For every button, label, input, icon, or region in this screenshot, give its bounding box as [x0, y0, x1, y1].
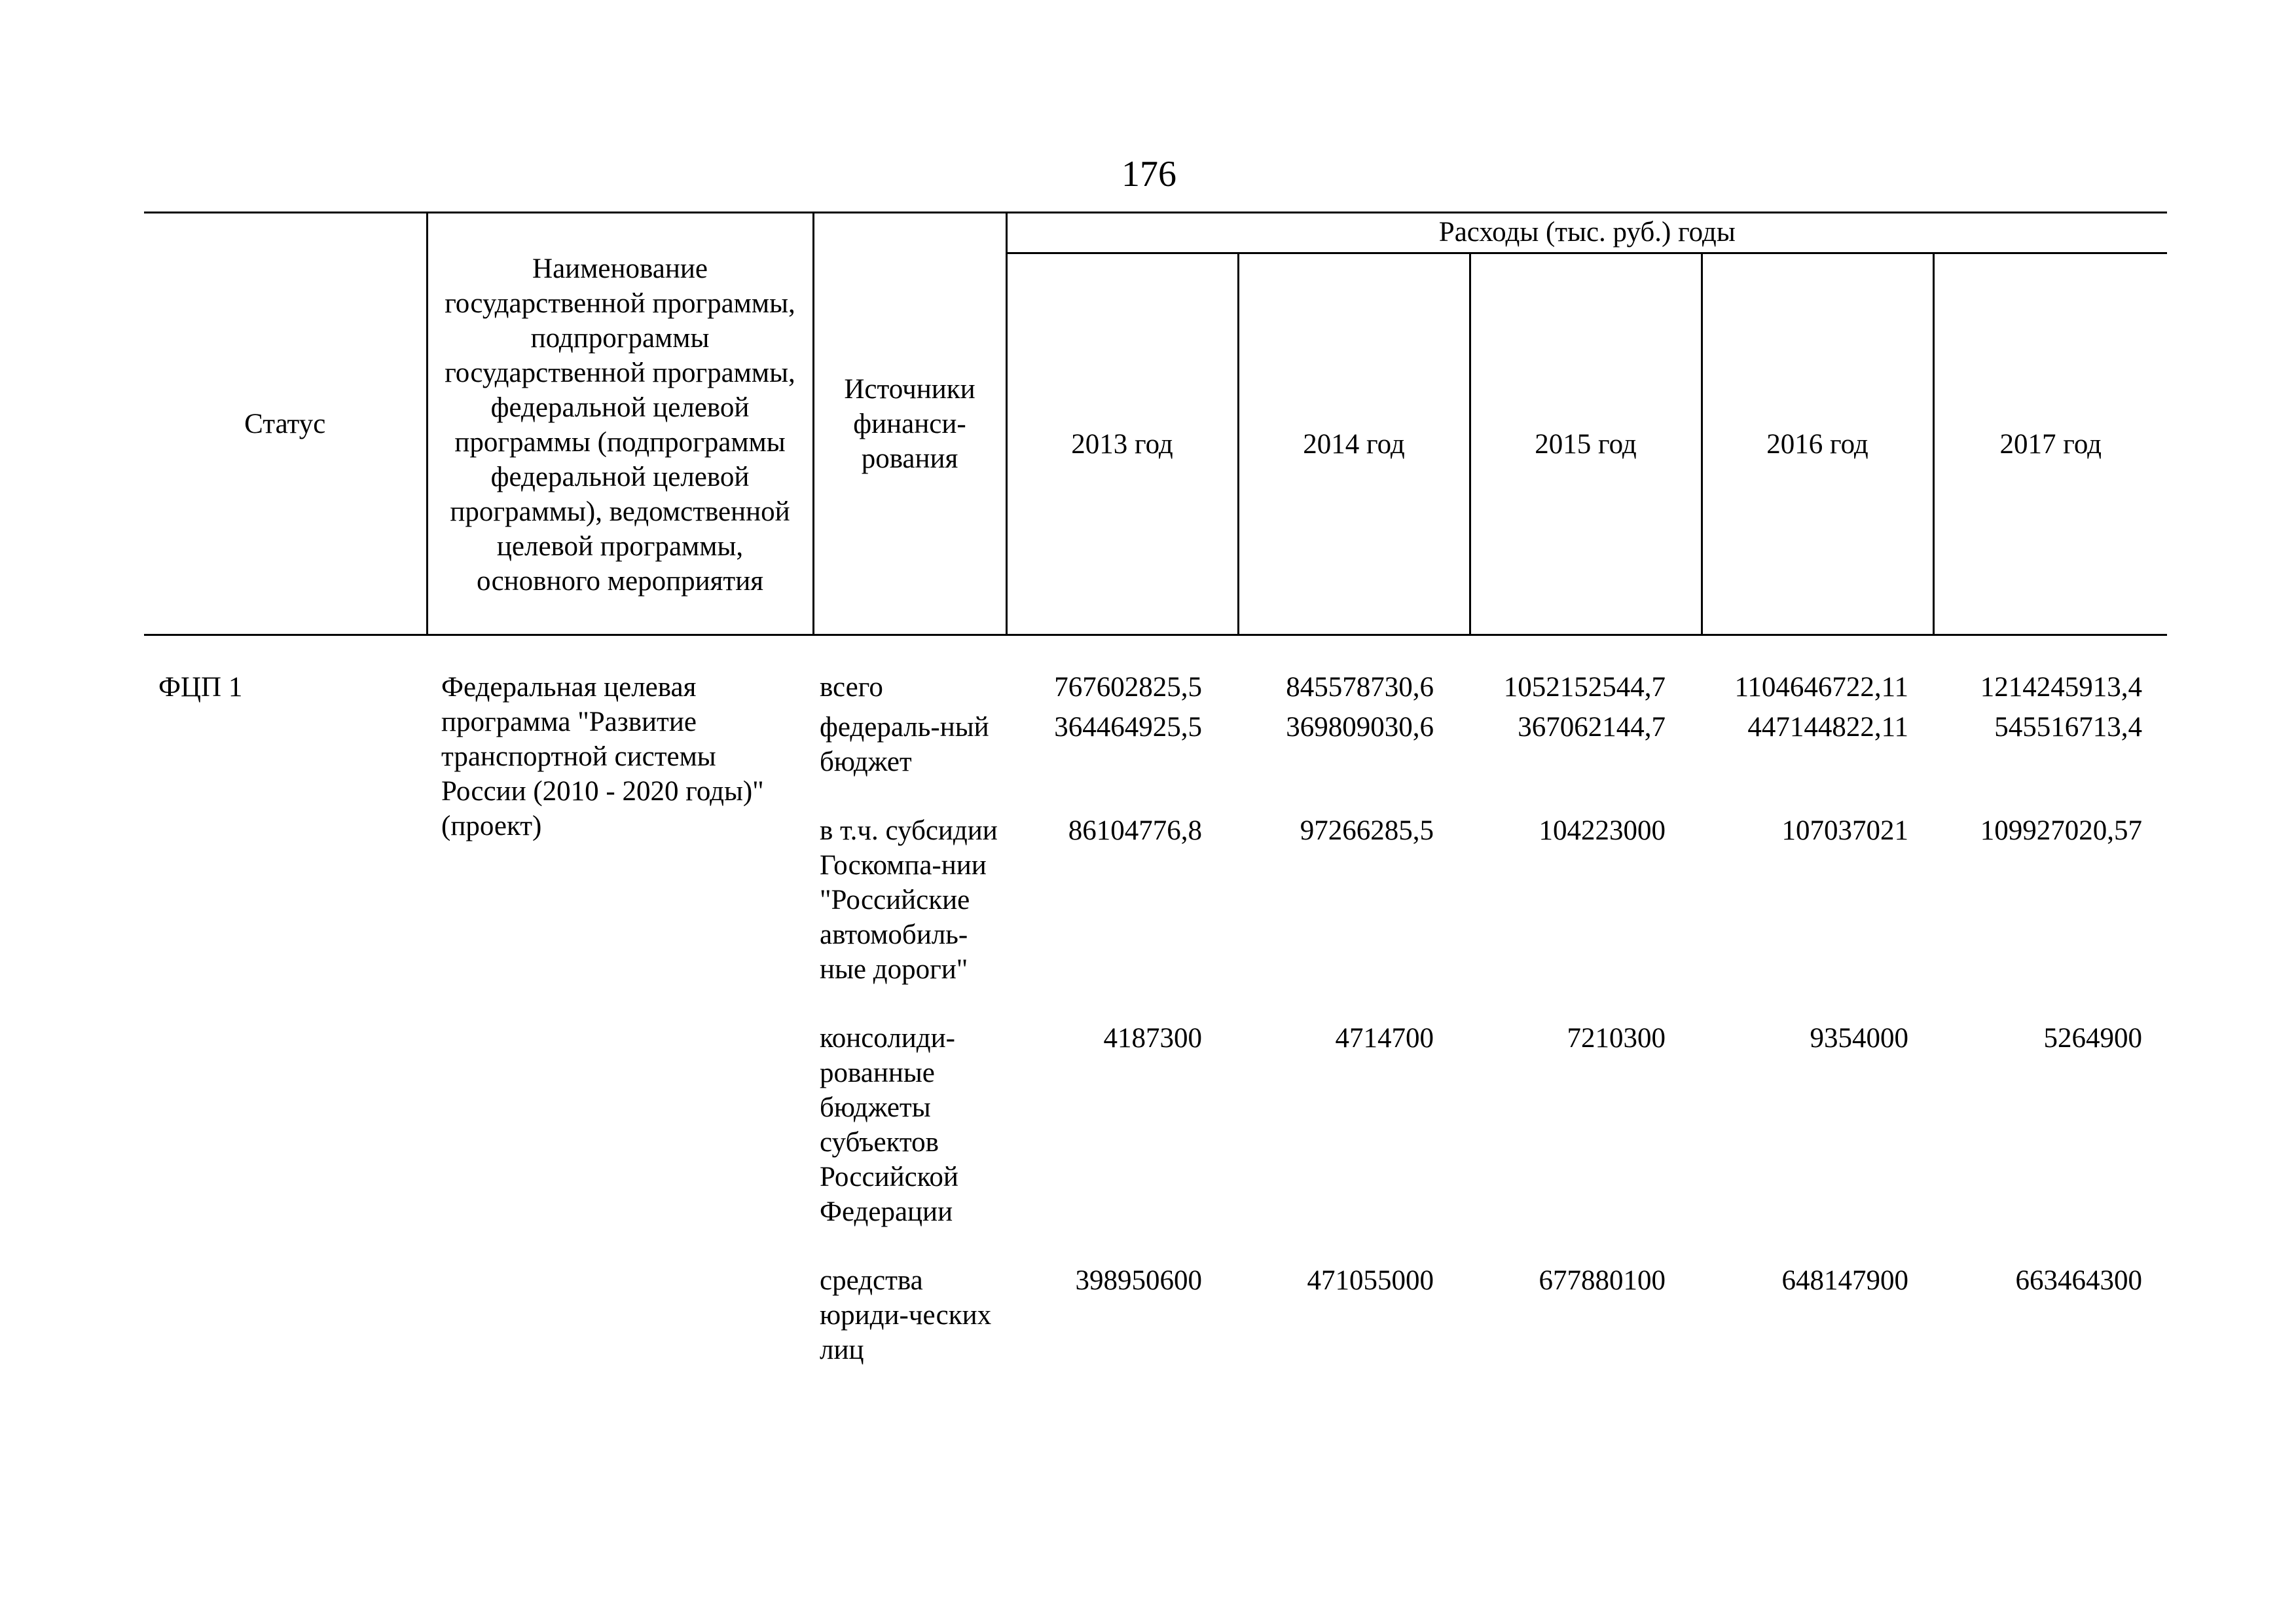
value-2016: 107037021: [1781, 815, 1908, 846]
value-2013: 398950600: [1075, 1265, 1202, 1296]
value-2013: 364464925,5: [1054, 712, 1202, 743]
header-expenses: Расходы (тыс. руб.) годы: [1006, 213, 2167, 253]
header-year-2013: 2013 год: [1006, 253, 1238, 635]
value-2014: 369809030,6: [1286, 712, 1434, 743]
value-2015: 1052152544,7: [1503, 672, 1666, 703]
header-year-2014: 2014 год: [1238, 253, 1470, 635]
header-year-2015: 2015 год: [1470, 253, 1702, 635]
value-2015: 367062144,7: [1518, 712, 1666, 743]
value-2014: 97266285,5: [1300, 815, 1434, 846]
program-name: Федеральная целевая программа "Развитие транспортной системы России (2010 - 2020 годы)" (проект): [441, 672, 764, 841]
source-label: консолиди-рованные бюджеты субъектов Российской Федерации: [820, 1023, 958, 1227]
value-2016: 648147900: [1781, 1265, 1908, 1296]
source-label: всего: [820, 672, 883, 703]
value-2016: 9354000: [1810, 1023, 1908, 1054]
value-2015: 104223000: [1539, 815, 1666, 846]
value-2013: 4187300: [1103, 1023, 1202, 1054]
header-status: Статус: [144, 213, 427, 635]
header-year-2016: 2016 год: [1702, 253, 1933, 635]
value-2013: 767602825,5: [1054, 672, 1202, 703]
program-status: ФЦП 1: [158, 672, 243, 703]
source-label: в т.ч. субсидии Госкомпа-нии "Российские автомобиль-ные дороги": [820, 815, 998, 985]
header-sources: Источники финанси-рования: [813, 213, 1006, 635]
expenses-table: [144, 212, 2167, 1367]
header-year-2017: 2017 год: [1933, 253, 2167, 635]
source-label: средства юриди-ческих лиц: [820, 1265, 992, 1365]
value-2017: 1214245913,4: [1980, 672, 2143, 703]
value-2017: 545516713,4: [1994, 712, 2143, 743]
value-2015: 7210300: [1567, 1023, 1666, 1054]
value-2017: 109927020,57: [1980, 815, 2143, 846]
value-2017: 5264900: [2043, 1023, 2143, 1054]
value-2014: 845578730,6: [1286, 672, 1434, 703]
value-2016: 1104646722,11: [1734, 672, 1908, 703]
value-2014: 4714700: [1335, 1023, 1434, 1054]
page-number: 176: [1121, 154, 1176, 194]
value-2014: 471055000: [1307, 1265, 1434, 1296]
value-2015: 677880100: [1539, 1265, 1666, 1296]
value-2017: 663464300: [2015, 1265, 2143, 1296]
value-2016: 447144822,11: [1747, 712, 1908, 743]
header-name: Наименование государственной программы, подпрограммы государственной программы, федеральной целевой программы (подпрограммы федеральной целевой программы), ведомственной целевой программы, основного мероприятия: [427, 213, 813, 635]
table-row: [144, 635, 2167, 705]
value-2013: 86104776,8: [1068, 815, 1202, 846]
source-label: федераль-ный бюджет: [820, 712, 989, 777]
